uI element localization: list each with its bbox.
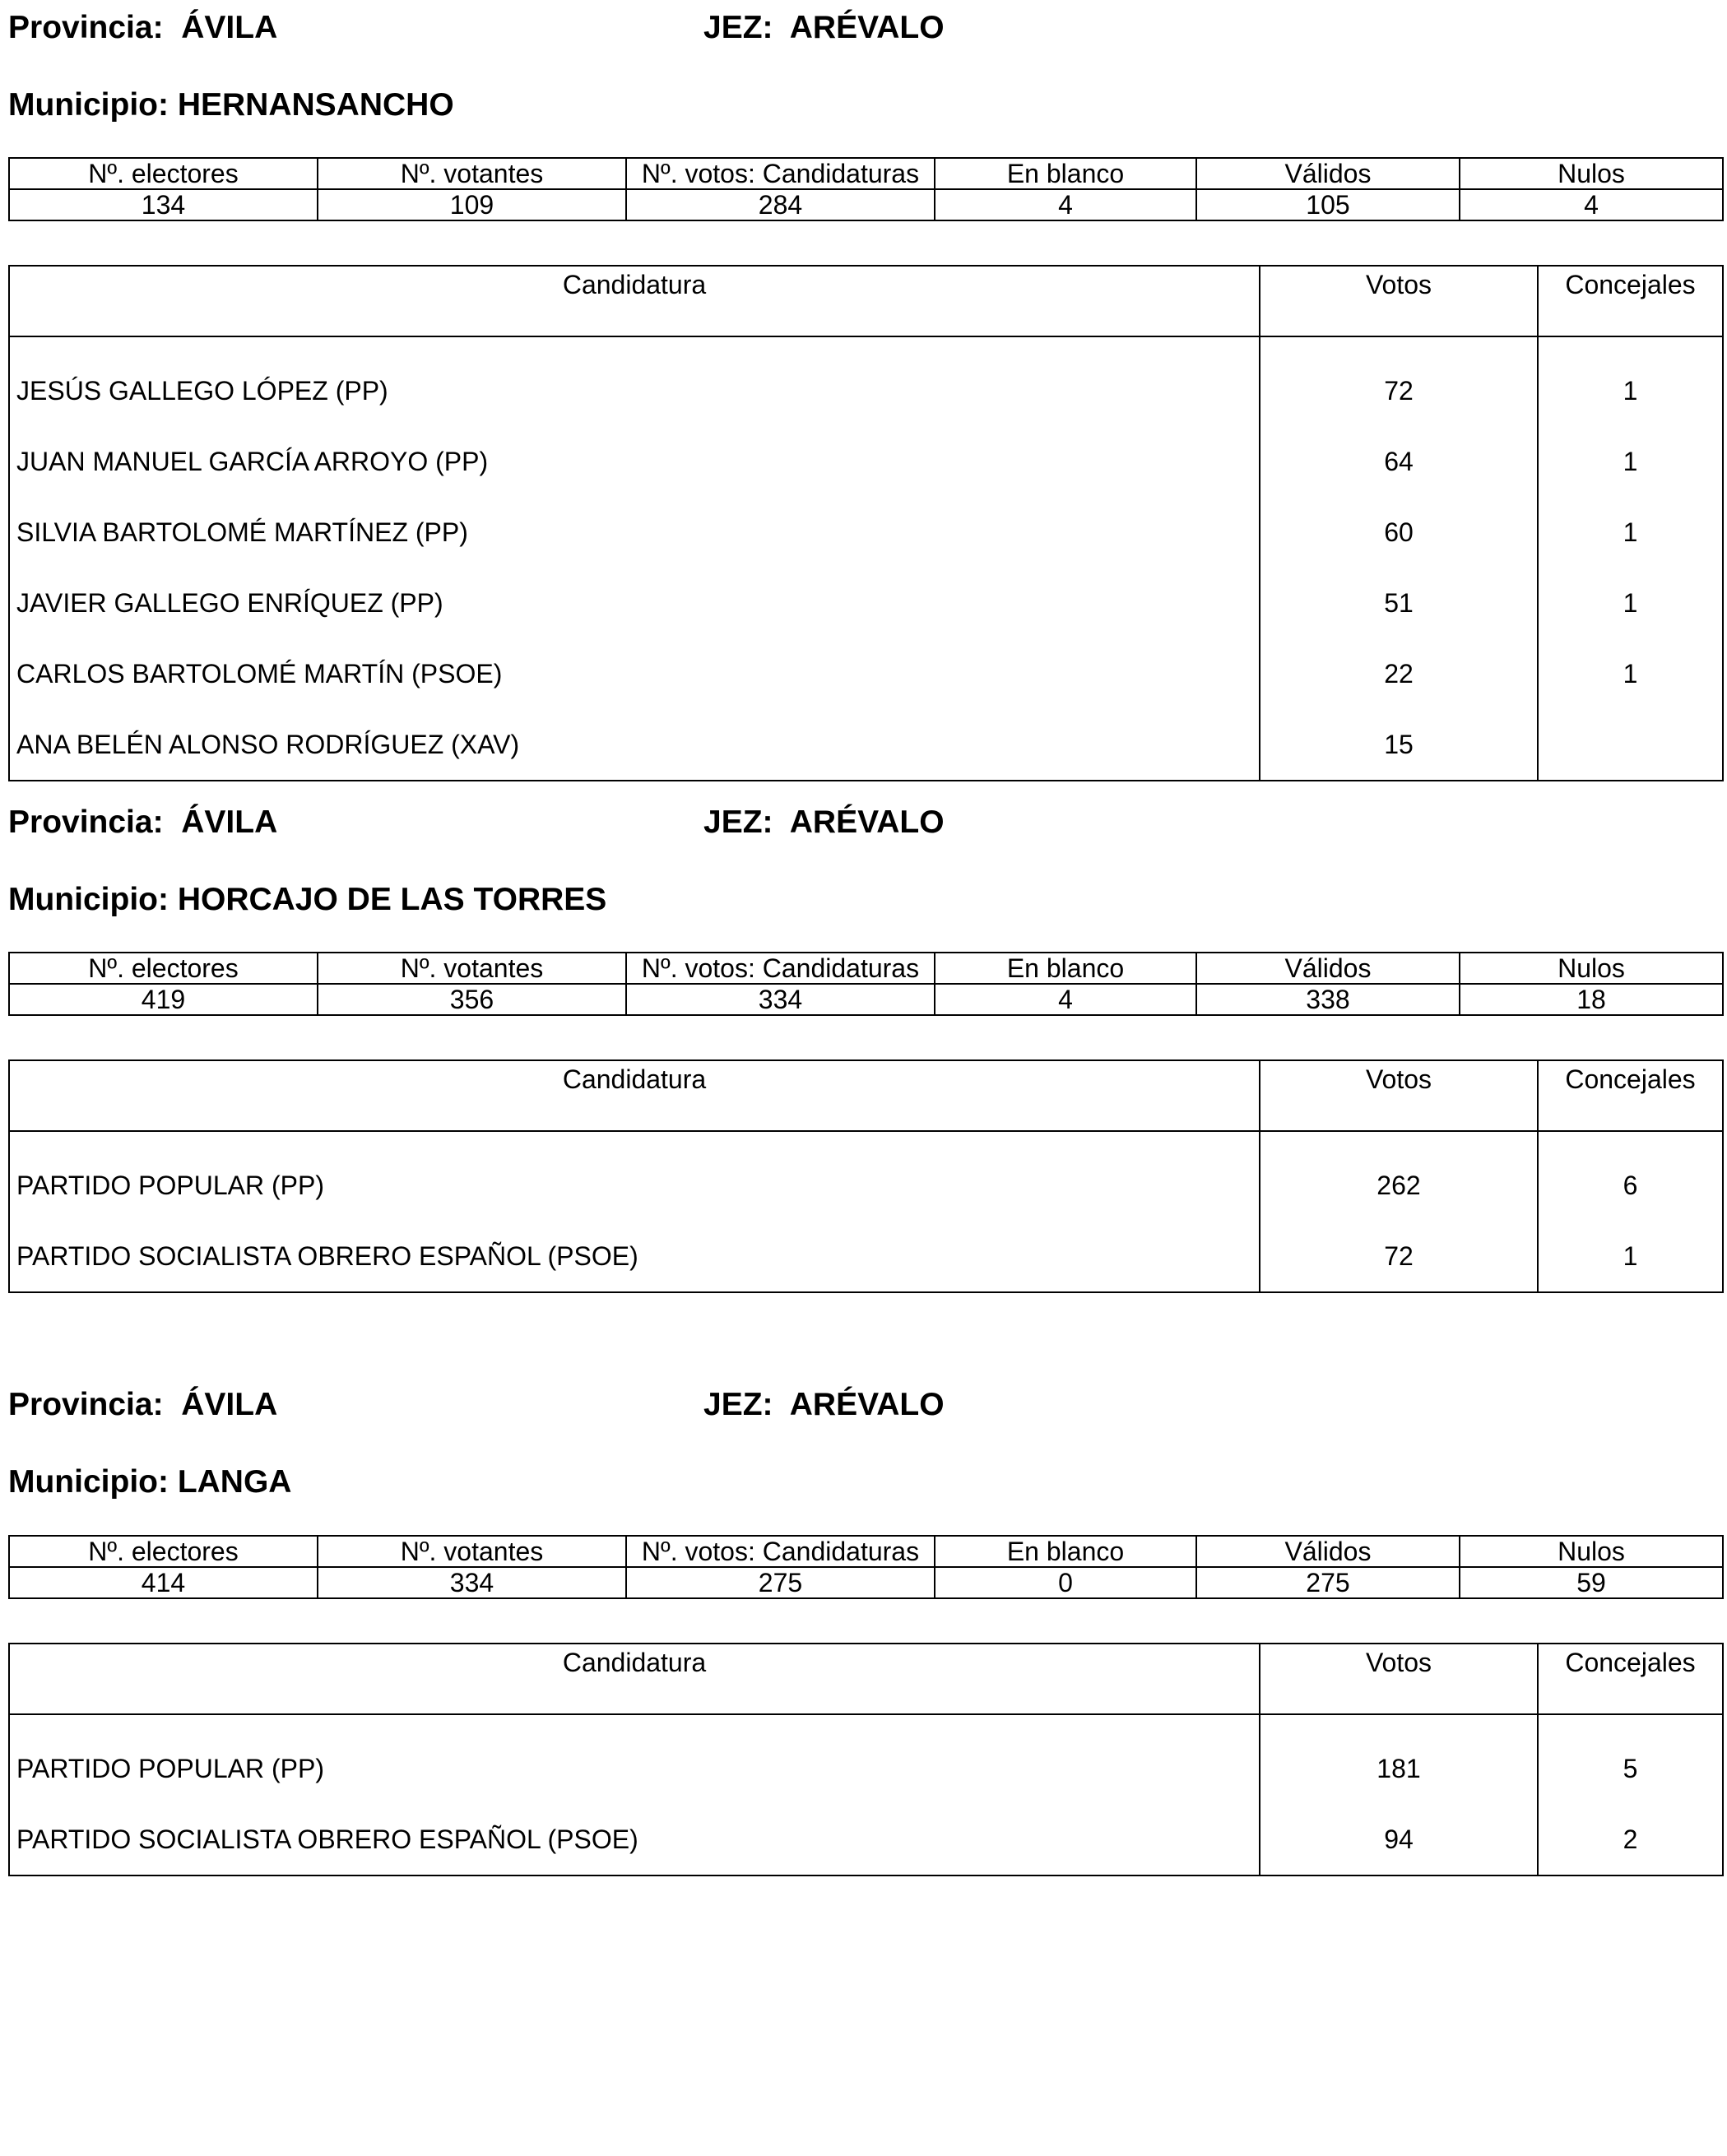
header-candidatura: Candidatura (9, 266, 1260, 336)
candidates-table (8, 265, 1724, 781)
value-electores: 414 (9, 1567, 318, 1598)
municipio-value: HORCAJO DE LAS TORRES (177, 882, 607, 917)
header-concejales: Concejales (1538, 266, 1723, 336)
stats-header-row (9, 158, 1723, 189)
provincia-label: Provincia: (8, 1387, 164, 1422)
header-electores: Nº. electores (9, 1536, 318, 1567)
header-candidatura: Candidatura (9, 1060, 1260, 1131)
table-row (9, 1804, 1723, 1875)
value-en-blanco: 0 (935, 1567, 1196, 1598)
provincia-value: ÁVILA (181, 1387, 278, 1422)
value-nulos: 4 (1460, 189, 1723, 220)
municipio-line (8, 89, 454, 121)
header-concejales: Concejales (1538, 1060, 1723, 1131)
provincia-label: Provincia: (8, 804, 164, 840)
candidate-votos: 94 (1260, 1804, 1538, 1875)
header-en-blanco: En blanco (935, 1536, 1196, 1567)
header-votantes: Nº. votantes (318, 1536, 626, 1567)
candidate-concejales: 1 (1538, 426, 1723, 497)
header-votos-candidaturas: Nº. votos: Candidaturas (626, 158, 935, 189)
header-votos: Votos (1260, 266, 1538, 336)
candidate-concejales: 1 (1538, 1221, 1723, 1292)
stats-table (8, 157, 1724, 221)
provincia-line (8, 806, 277, 838)
stats-header-row (9, 953, 1723, 984)
header-en-blanco: En blanco (935, 158, 1196, 189)
provincia-line (8, 1389, 277, 1421)
municipio-label: Municipio: (8, 882, 169, 917)
municipio-line (8, 1466, 291, 1498)
candidate-votos: 181 (1260, 1714, 1538, 1804)
provincia-value: ÁVILA (181, 10, 278, 45)
candidate-name: JAVIER GALLEGO ENRÍQUEZ (PP) (9, 568, 1260, 638)
value-validos: 275 (1196, 1567, 1460, 1598)
jez-value: ARÉVALO (789, 10, 945, 45)
municipio-value: HERNANSANCHO (177, 87, 454, 123)
stats-header-row (9, 1536, 1723, 1567)
provincia-label: Provincia: (8, 10, 164, 45)
candidates-table (8, 1643, 1724, 1876)
header-votos: Votos (1260, 1644, 1538, 1714)
candidate-concejales: 1 (1538, 497, 1723, 568)
candidates-header-row (9, 1644, 1723, 1714)
candidate-name: PARTIDO POPULAR (PP) (9, 1131, 1260, 1221)
stats-value-row (9, 1567, 1723, 1598)
header-nulos: Nulos (1460, 1536, 1723, 1567)
jez-line (703, 806, 945, 838)
header-candidatura: Candidatura (9, 1644, 1260, 1714)
jez-label: JEZ: (703, 804, 773, 840)
jez-line (703, 1389, 945, 1421)
value-votos-candidaturas: 284 (626, 189, 935, 220)
stats-value-row (9, 189, 1723, 220)
value-validos: 338 (1196, 984, 1460, 1015)
candidate-name: PARTIDO SOCIALISTA OBRERO ESPAÑOL (PSOE) (9, 1804, 1260, 1875)
municipio-label: Municipio: (8, 1464, 169, 1500)
value-validos: 105 (1196, 189, 1460, 220)
table-row (9, 497, 1723, 568)
candidates-table (8, 1059, 1724, 1293)
header-votantes: Nº. votantes (318, 158, 626, 189)
candidate-name: PARTIDO POPULAR (PP) (9, 1714, 1260, 1804)
table-row (9, 426, 1723, 497)
table-row (9, 709, 1723, 781)
value-nulos: 18 (1460, 984, 1723, 1015)
candidate-concejales: 6 (1538, 1131, 1723, 1221)
candidate-name: JESÚS GALLEGO LÓPEZ (PP) (9, 336, 1260, 426)
candidate-votos: 51 (1260, 568, 1538, 638)
value-en-blanco: 4 (935, 189, 1196, 220)
table-row (9, 336, 1723, 426)
candidate-votos: 60 (1260, 497, 1538, 568)
value-votantes: 334 (318, 1567, 626, 1598)
value-votos-candidaturas: 275 (626, 1567, 935, 1598)
candidate-name: ANA BELÉN ALONSO RODRÍGUEZ (XAV) (9, 709, 1260, 781)
candidates-header-row (9, 1060, 1723, 1131)
table-row (9, 568, 1723, 638)
candidate-name: PARTIDO SOCIALISTA OBRERO ESPAÑOL (PSOE) (9, 1221, 1260, 1292)
candidate-votos: 72 (1260, 336, 1538, 426)
candidate-name: SILVIA BARTOLOMÉ MARTÍNEZ (PP) (9, 497, 1260, 568)
provincia-line (8, 12, 277, 44)
jez-line (703, 12, 945, 44)
header-en-blanco: En blanco (935, 953, 1196, 984)
jez-label: JEZ: (703, 10, 773, 45)
header-validos: Válidos (1196, 158, 1460, 189)
header-votos-candidaturas: Nº. votos: Candidaturas (626, 1536, 935, 1567)
header-votantes: Nº. votantes (318, 953, 626, 984)
candidate-concejales: 2 (1538, 1804, 1723, 1875)
jez-label: JEZ: (703, 1387, 773, 1422)
value-votos-candidaturas: 334 (626, 984, 935, 1015)
value-nulos: 59 (1460, 1567, 1723, 1598)
value-votantes: 356 (318, 984, 626, 1015)
candidate-votos: 262 (1260, 1131, 1538, 1221)
jez-value: ARÉVALO (789, 1387, 945, 1422)
stats-table (8, 1535, 1724, 1599)
header-validos: Válidos (1196, 1536, 1460, 1567)
table-row (9, 1714, 1723, 1804)
municipio-line (8, 883, 606, 916)
stats-table (8, 952, 1724, 1016)
table-row (9, 1221, 1723, 1292)
candidate-votos: 22 (1260, 638, 1538, 709)
table-row (9, 638, 1723, 709)
candidate-concejales (1538, 709, 1723, 781)
candidate-votos: 15 (1260, 709, 1538, 781)
candidate-concejales: 5 (1538, 1714, 1723, 1804)
jez-value: ARÉVALO (789, 804, 945, 840)
candidate-votos: 72 (1260, 1221, 1538, 1292)
value-en-blanco: 4 (935, 984, 1196, 1015)
header-electores: Nº. electores (9, 953, 318, 984)
candidates-header-row (9, 266, 1723, 336)
provincia-value: ÁVILA (181, 804, 278, 840)
candidate-concejales: 1 (1538, 638, 1723, 709)
header-votos-candidaturas: Nº. votos: Candidaturas (626, 953, 935, 984)
header-concejales: Concejales (1538, 1644, 1723, 1714)
header-nulos: Nulos (1460, 953, 1723, 984)
value-electores: 134 (9, 189, 318, 220)
candidate-votos: 64 (1260, 426, 1538, 497)
candidate-name: CARLOS BARTOLOMÉ MARTÍN (PSOE) (9, 638, 1260, 709)
header-validos: Válidos (1196, 953, 1460, 984)
municipio-label: Municipio: (8, 87, 169, 123)
header-nulos: Nulos (1460, 158, 1723, 189)
header-electores: Nº. electores (9, 158, 318, 189)
stats-value-row (9, 984, 1723, 1015)
value-votantes: 109 (318, 189, 626, 220)
candidate-concejales: 1 (1538, 568, 1723, 638)
value-electores: 419 (9, 984, 318, 1015)
candidate-concejales: 1 (1538, 336, 1723, 426)
candidate-name: JUAN MANUEL GARCÍA ARROYO (PP) (9, 426, 1260, 497)
municipio-value: LANGA (177, 1464, 292, 1500)
header-votos: Votos (1260, 1060, 1538, 1131)
table-row (9, 1131, 1723, 1221)
